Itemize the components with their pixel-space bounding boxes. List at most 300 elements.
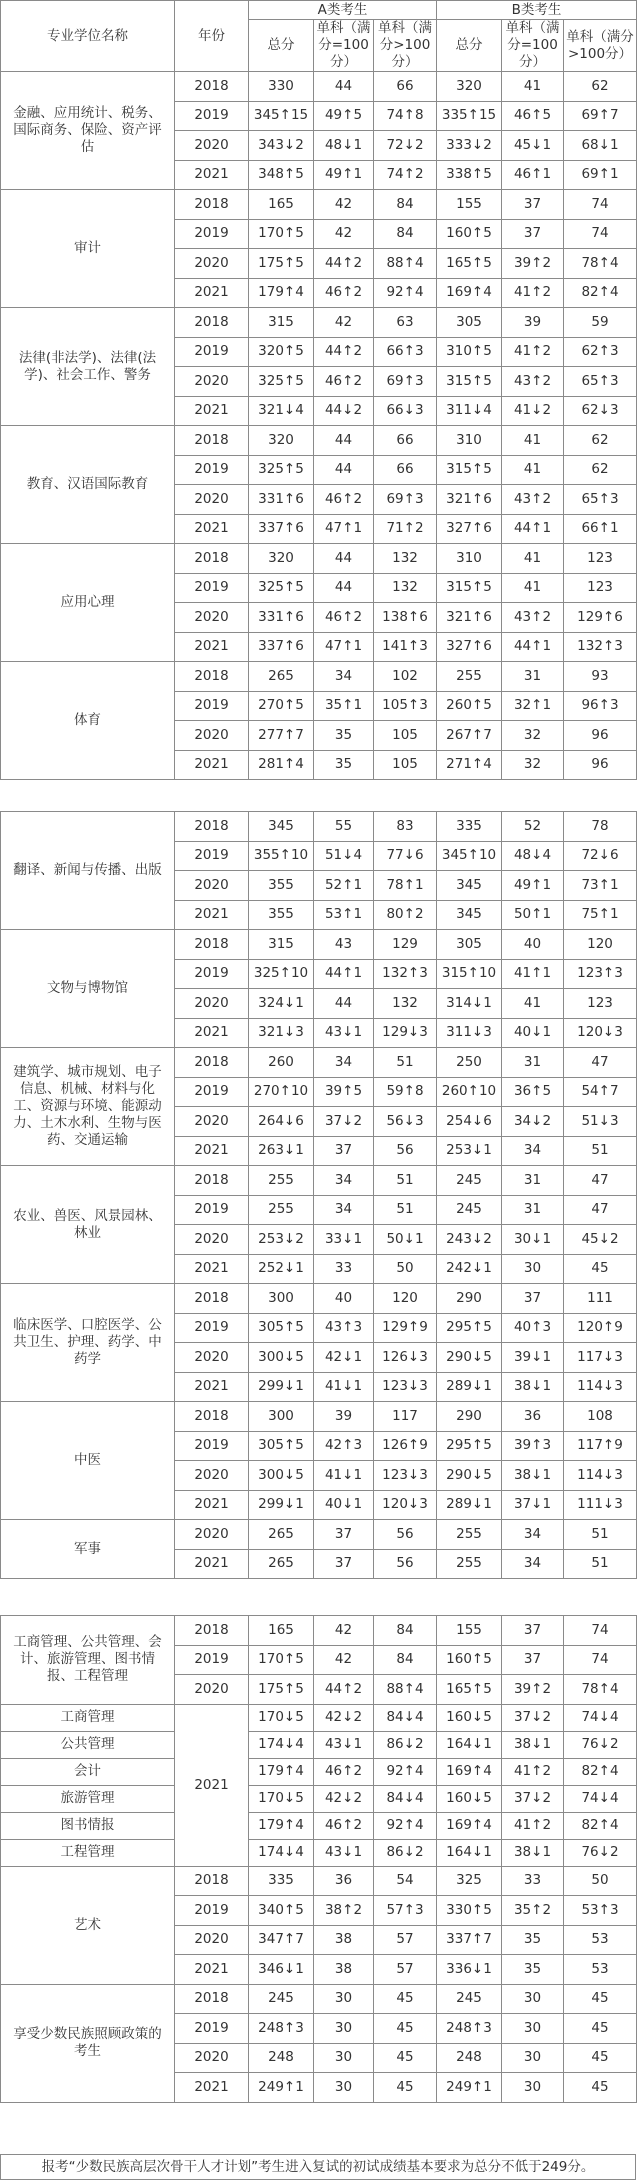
- a-single-100-cell: 35↑1: [314, 691, 374, 721]
- a-total-cell: 165: [249, 190, 314, 220]
- b-single-gt100-cell: 123: [564, 544, 637, 574]
- a-total-cell: 175↑5: [249, 249, 314, 279]
- a-single-gt100-cell: 74↑2: [374, 160, 437, 190]
- major-name-cell: 文物与博物馆: [1, 930, 175, 1048]
- table-row: [1, 1839, 637, 1866]
- year-cell: 2020: [175, 367, 249, 397]
- b-single-100-cell: 36↑5: [502, 1077, 564, 1107]
- a-single-100-cell: 47↑1: [314, 514, 374, 544]
- b-single-100-cell: 52: [502, 812, 564, 842]
- year-cell: 2019: [175, 1431, 249, 1461]
- b-single-gt100-cell: 108: [564, 1402, 637, 1432]
- b-total-cell: 315↑5: [437, 455, 502, 485]
- b-total-cell: 310↑5: [437, 337, 502, 367]
- b-single-100-cell: 32↑1: [502, 691, 564, 721]
- b-single-gt100-cell: 62↓3: [564, 396, 637, 426]
- b-total-cell: 289↓1: [437, 1490, 502, 1520]
- b-single-100-cell: 32: [502, 750, 564, 780]
- b-single-100-cell: 30: [502, 2014, 564, 2044]
- b-total-cell: 311↓4: [437, 396, 502, 426]
- b-single-gt100-cell: 69↑1: [564, 160, 637, 190]
- b-single-100-cell: 34: [502, 1136, 564, 1166]
- a-single-gt100-cell: 84: [374, 1616, 437, 1646]
- year-cell: 2018: [175, 812, 249, 842]
- a-total-cell: 248↑3: [249, 2014, 314, 2044]
- a-total-cell: 300: [249, 1402, 314, 1432]
- a-single-gt100-cell: 129: [374, 930, 437, 960]
- a-single-100-cell: 43: [314, 930, 374, 960]
- year-cell: 2018: [175, 72, 249, 102]
- a-single-gt100-cell: 66: [374, 426, 437, 456]
- b-single-gt100-cell: 114↓3: [564, 1372, 637, 1402]
- year-cell: 2020: [175, 1225, 249, 1255]
- a-single-gt100-cell: 105: [374, 750, 437, 780]
- year-cell: 2021: [175, 160, 249, 190]
- a-single-gt100-cell: 132: [374, 544, 437, 574]
- b-single-gt100-cell: 50: [564, 1866, 637, 1896]
- a-total-cell: 252↓1: [249, 1254, 314, 1284]
- a-single-100-cell: 42: [314, 219, 374, 249]
- major-name-cell: 审计: [1, 190, 175, 308]
- year-cell: 2018: [175, 1284, 249, 1314]
- a-single-gt100-cell: 57: [374, 1925, 437, 1955]
- a-single-100-cell: 44↑2: [314, 249, 374, 279]
- b-single-100-cell: 35↑2: [502, 1896, 564, 1926]
- a-total-cell: 337↑6: [249, 514, 314, 544]
- a-single-100-cell: 34: [314, 1166, 374, 1196]
- a-single-gt100-cell: 92↑4: [374, 1758, 437, 1785]
- a-total-cell: 343↓2: [249, 131, 314, 161]
- b-single-100-cell: 37: [502, 1616, 564, 1646]
- b-total-cell: 160↓5: [437, 1704, 502, 1731]
- b-single-100-cell: 43↑2: [502, 485, 564, 515]
- a-single-gt100-cell: 77↓6: [374, 841, 437, 871]
- b-single-gt100-cell: 51: [564, 1549, 637, 1579]
- a-single-gt100-cell: 120↓3: [374, 1490, 437, 1520]
- a-single-gt100-cell: 123↓3: [374, 1372, 437, 1402]
- year-cell: 2020: [175, 603, 249, 633]
- b-single-gt100-cell: 62↑3: [564, 337, 637, 367]
- a-single-gt100-cell: 126↑9: [374, 1431, 437, 1461]
- b-single-gt100-cell: 78: [564, 812, 637, 842]
- b-total-cell: 242↓1: [437, 1254, 502, 1284]
- b-single-100-cell: 44↑1: [502, 632, 564, 662]
- header-b-single-gt100: 单科（满分>100分）: [564, 20, 637, 72]
- year-cell: 2019: [175, 337, 249, 367]
- a-single-gt100-cell: 132↑3: [374, 959, 437, 989]
- table-row: [1, 72, 637, 102]
- b-total-cell: 165↑5: [437, 1675, 502, 1705]
- b-single-gt100-cell: 47: [564, 1048, 637, 1078]
- major-name-cell: 艺术: [1, 1866, 175, 1984]
- year-cell: 2021: [175, 1018, 249, 1048]
- b-total-cell: 290: [437, 1284, 502, 1314]
- sub-major-name-cell: 图书情报: [1, 1812, 175, 1839]
- a-single-100-cell: 33: [314, 1254, 374, 1284]
- header-b-total: 总分: [437, 20, 502, 72]
- b-single-100-cell: 41: [502, 544, 564, 574]
- b-total-cell: 321↑6: [437, 603, 502, 633]
- a-single-gt100-cell: 51: [374, 1048, 437, 1078]
- a-single-100-cell: 51↓4: [314, 841, 374, 871]
- b-total-cell: 311↓3: [437, 1018, 502, 1048]
- year-cell: 2019: [175, 1313, 249, 1343]
- header-a-single-gt100: 单科（满分>100分）: [374, 20, 437, 72]
- a-single-100-cell: 44: [314, 455, 374, 485]
- table-row: [1, 190, 637, 220]
- a-total-cell: 170↓5: [249, 1785, 314, 1812]
- b-total-cell: 305: [437, 308, 502, 338]
- a-single-gt100-cell: 66: [374, 455, 437, 485]
- year-cell: 2019: [175, 1896, 249, 1926]
- b-single-gt100-cell: 117↓3: [564, 1343, 637, 1373]
- b-single-gt100-cell: 69↑7: [564, 101, 637, 131]
- b-single-100-cell: 35: [502, 1955, 564, 1985]
- a-total-cell: 325↑10: [249, 959, 314, 989]
- year-cell: 2021: [175, 1955, 249, 1985]
- a-single-100-cell: 55: [314, 812, 374, 842]
- b-single-100-cell: 50↑1: [502, 900, 564, 930]
- a-total-cell: 270↑10: [249, 1077, 314, 1107]
- a-single-100-cell: 37: [314, 1549, 374, 1579]
- a-single-100-cell: 46↑2: [314, 485, 374, 515]
- header-b-single-100: 单科（满分=100分）: [502, 20, 564, 72]
- b-single-100-cell: 46↑1: [502, 160, 564, 190]
- b-single-gt100-cell: 82↑4: [564, 278, 637, 308]
- b-single-gt100-cell: 74↓4: [564, 1704, 637, 1731]
- a-single-gt100-cell: 84: [374, 219, 437, 249]
- b-single-100-cell: 43↑2: [502, 367, 564, 397]
- a-total-cell: 305↑5: [249, 1431, 314, 1461]
- a-total-cell: 305↑5: [249, 1313, 314, 1343]
- a-total-cell: 321↓4: [249, 396, 314, 426]
- b-single-100-cell: 38↓1: [502, 1461, 564, 1491]
- b-total-cell: 160↓5: [437, 1785, 502, 1812]
- b-single-gt100-cell: 75↑1: [564, 900, 637, 930]
- b-single-100-cell: 38↓1: [502, 1839, 564, 1866]
- b-single-gt100-cell: 123: [564, 989, 637, 1019]
- major-name-cell: 军事: [1, 1520, 175, 1579]
- a-total-cell: 325↑5: [249, 573, 314, 603]
- b-total-cell: 260↑10: [437, 1077, 502, 1107]
- a-total-cell: 255: [249, 1195, 314, 1225]
- table-row: [1, 1731, 637, 1758]
- year-cell: 2021: [175, 1136, 249, 1166]
- a-single-100-cell: 40↓1: [314, 1490, 374, 1520]
- b-single-100-cell: 32: [502, 721, 564, 751]
- table-row: [1, 1704, 637, 1731]
- b-total-cell: 290↓5: [437, 1461, 502, 1491]
- a-total-cell: 265: [249, 1549, 314, 1579]
- b-single-100-cell: 30↓1: [502, 1225, 564, 1255]
- b-single-gt100-cell: 54↑7: [564, 1077, 637, 1107]
- b-total-cell: 164↓1: [437, 1839, 502, 1866]
- a-single-100-cell: 43↑3: [314, 1313, 374, 1343]
- major-name-cell: 中医: [1, 1402, 175, 1520]
- b-single-gt100-cell: 45: [564, 2014, 637, 2044]
- b-single-100-cell: 30: [502, 2073, 564, 2103]
- b-single-100-cell: 38↓1: [502, 1372, 564, 1402]
- major-name-cell: 临床医学、口腔医学、公共卫生、护理、药学、中药学: [1, 1284, 175, 1402]
- b-single-gt100-cell: 53↑3: [564, 1896, 637, 1926]
- b-single-gt100-cell: 120↑9: [564, 1313, 637, 1343]
- year-cell: 2021: [175, 1372, 249, 1402]
- b-single-gt100-cell: 53: [564, 1925, 637, 1955]
- a-single-100-cell: 41↓1: [314, 1461, 374, 1491]
- a-single-100-cell: 47↑1: [314, 632, 374, 662]
- a-total-cell: 299↓1: [249, 1490, 314, 1520]
- year-cell: 2018: [175, 662, 249, 692]
- b-single-100-cell: 37↓2: [502, 1785, 564, 1812]
- a-single-100-cell: 44: [314, 426, 374, 456]
- b-total-cell: 271↑4: [437, 750, 502, 780]
- a-single-gt100-cell: 120: [374, 1284, 437, 1314]
- table-row: [1, 544, 637, 574]
- b-total-cell: 253↓1: [437, 1136, 502, 1166]
- table-row: [1, 308, 637, 338]
- year-cell: 2021: [175, 278, 249, 308]
- b-total-cell: 290: [437, 1402, 502, 1432]
- a-single-100-cell: 52↑1: [314, 871, 374, 901]
- b-single-100-cell: 37: [502, 1284, 564, 1314]
- a-single-gt100-cell: 50↓1: [374, 1225, 437, 1255]
- b-single-100-cell: 45↓1: [502, 131, 564, 161]
- year-cell: 2019: [175, 959, 249, 989]
- year-cell: 2018: [175, 544, 249, 574]
- a-single-100-cell: 38: [314, 1955, 374, 1985]
- a-single-gt100-cell: 74↑8: [374, 101, 437, 131]
- a-single-gt100-cell: 56: [374, 1520, 437, 1550]
- b-total-cell: 335: [437, 812, 502, 842]
- a-total-cell: 331↑6: [249, 485, 314, 515]
- a-total-cell: 324↓1: [249, 989, 314, 1019]
- b-total-cell: 245: [437, 1195, 502, 1225]
- b-single-100-cell: 41↑1: [502, 959, 564, 989]
- b-single-gt100-cell: 72↓6: [564, 841, 637, 871]
- a-single-gt100-cell: 86↓2: [374, 1731, 437, 1758]
- a-single-100-cell: 48↓1: [314, 131, 374, 161]
- a-single-100-cell: 44: [314, 573, 374, 603]
- a-single-100-cell: 46↑2: [314, 1812, 374, 1839]
- b-total-cell: 245: [437, 1984, 502, 2014]
- a-single-100-cell: 46↑2: [314, 1758, 374, 1785]
- a-total-cell: 170↑5: [249, 1645, 314, 1675]
- header-a-single-100: 单科（满分=100分）: [314, 20, 374, 72]
- b-single-gt100-cell: 45: [564, 2043, 637, 2073]
- year-cell: 2020: [175, 871, 249, 901]
- b-total-cell: 248↑3: [437, 2014, 502, 2044]
- b-total-cell: 345: [437, 871, 502, 901]
- b-single-gt100-cell: 74: [564, 190, 637, 220]
- table-row: [1, 1984, 637, 2014]
- year-cell: 2021: [175, 1254, 249, 1284]
- a-single-100-cell: 34: [314, 1048, 374, 1078]
- a-single-100-cell: 43↓1: [314, 1731, 374, 1758]
- a-single-gt100-cell: 132: [374, 989, 437, 1019]
- a-single-100-cell: 35: [314, 750, 374, 780]
- b-single-100-cell: 34↓2: [502, 1107, 564, 1137]
- b-total-cell: 250: [437, 1048, 502, 1078]
- b-single-gt100-cell: 51: [564, 1520, 637, 1550]
- a-single-100-cell: 35: [314, 721, 374, 751]
- b-single-100-cell: 37↓2: [502, 1704, 564, 1731]
- a-single-gt100-cell: 141↑3: [374, 632, 437, 662]
- b-total-cell: 315↑5: [437, 573, 502, 603]
- b-single-gt100-cell: 82↑4: [564, 1812, 637, 1839]
- a-single-100-cell: 30: [314, 1984, 374, 2014]
- b-total-cell: 254↓6: [437, 1107, 502, 1137]
- a-total-cell: 315: [249, 930, 314, 960]
- a-single-100-cell: 42↑3: [314, 1431, 374, 1461]
- b-single-gt100-cell: 78↑4: [564, 249, 637, 279]
- a-total-cell: 260: [249, 1048, 314, 1078]
- b-single-100-cell: 40↑3: [502, 1313, 564, 1343]
- b-single-gt100-cell: 114↓3: [564, 1461, 637, 1491]
- b-single-100-cell: 44↑1: [502, 514, 564, 544]
- b-single-100-cell: 41: [502, 989, 564, 1019]
- b-total-cell: 333↓2: [437, 131, 502, 161]
- major-name-cell: 农业、兽医、风景园林、林业: [1, 1166, 175, 1284]
- a-single-100-cell: 37: [314, 1136, 374, 1166]
- a-total-cell: 253↓2: [249, 1225, 314, 1255]
- table-row: [1, 812, 637, 842]
- a-single-100-cell: 40: [314, 1284, 374, 1314]
- year-cell: 2019: [175, 691, 249, 721]
- b-single-gt100-cell: 45↓2: [564, 1225, 637, 1255]
- score-table-part-3: [0, 1615, 637, 2103]
- a-single-gt100-cell: 45: [374, 2073, 437, 2103]
- a-single-gt100-cell: 84↓4: [374, 1785, 437, 1812]
- a-single-100-cell: 44↑1: [314, 959, 374, 989]
- b-single-gt100-cell: 93: [564, 662, 637, 692]
- b-single-gt100-cell: 74↓4: [564, 1785, 637, 1812]
- a-single-gt100-cell: 66: [374, 72, 437, 102]
- header-year: 年份: [175, 1, 249, 72]
- b-total-cell: 165↑5: [437, 249, 502, 279]
- b-single-gt100-cell: 47: [564, 1195, 637, 1225]
- year-cell: 2020: [175, 1107, 249, 1137]
- a-single-gt100-cell: 88↑4: [374, 1675, 437, 1705]
- score-table-part-1: [0, 0, 637, 780]
- b-single-100-cell: 48↓4: [502, 841, 564, 871]
- a-single-gt100-cell: 56: [374, 1549, 437, 1579]
- year-cell: 2018: [175, 308, 249, 338]
- year-cell: 2020: [175, 131, 249, 161]
- table-row: [1, 1048, 637, 1078]
- b-total-cell: 243↓2: [437, 1225, 502, 1255]
- a-single-100-cell: 42↓1: [314, 1343, 374, 1373]
- b-single-gt100-cell: 96: [564, 750, 637, 780]
- year-cell: 2020: [175, 1520, 249, 1550]
- a-total-cell: 179↑4: [249, 1812, 314, 1839]
- b-single-gt100-cell: 129↑6: [564, 603, 637, 633]
- b-total-cell: 320: [437, 72, 502, 102]
- a-single-100-cell: 42: [314, 190, 374, 220]
- b-single-gt100-cell: 65↑3: [564, 485, 637, 515]
- a-single-100-cell: 42: [314, 1645, 374, 1675]
- b-total-cell: 310: [437, 426, 502, 456]
- a-single-100-cell: 38↑2: [314, 1896, 374, 1926]
- b-total-cell: 155: [437, 1616, 502, 1646]
- a-single-100-cell: 37↓2: [314, 1107, 374, 1137]
- b-single-gt100-cell: 45: [564, 1254, 637, 1284]
- a-single-gt100-cell: 56↓3: [374, 1107, 437, 1137]
- year-cell: 2019: [175, 1645, 249, 1675]
- b-single-100-cell: 39↑2: [502, 1675, 564, 1705]
- table-row: [1, 1166, 637, 1196]
- b-single-100-cell: 41↑2: [502, 337, 564, 367]
- a-total-cell: 174↓4: [249, 1731, 314, 1758]
- table-row: [1, 1402, 637, 1432]
- b-single-100-cell: 41↑2: [502, 1758, 564, 1785]
- b-single-100-cell: 41: [502, 455, 564, 485]
- a-single-100-cell: 33↓1: [314, 1225, 374, 1255]
- b-single-100-cell: 31: [502, 1048, 564, 1078]
- sub-major-name-cell: 工商管理: [1, 1704, 175, 1731]
- a-single-100-cell: 36: [314, 1866, 374, 1896]
- table-row: [1, 1866, 637, 1896]
- b-single-gt100-cell: 66↑1: [564, 514, 637, 544]
- a-total-cell: 165: [249, 1616, 314, 1646]
- a-single-100-cell: 37: [314, 1520, 374, 1550]
- year-cell: 2020: [175, 249, 249, 279]
- b-single-gt100-cell: 76↓2: [564, 1731, 637, 1758]
- year-cell: 2018: [175, 1402, 249, 1432]
- a-total-cell: 320: [249, 426, 314, 456]
- b-total-cell: 169↑4: [437, 1758, 502, 1785]
- major-name-cell: 金融、应用统计、税务、国际商务、保险、资产评估: [1, 72, 175, 190]
- b-single-100-cell: 41↓2: [502, 396, 564, 426]
- year-cell: 2019: [175, 573, 249, 603]
- b-total-cell: 255: [437, 1549, 502, 1579]
- b-single-gt100-cell: 78↑4: [564, 1675, 637, 1705]
- a-single-gt100-cell: 72↓2: [374, 131, 437, 161]
- year-cell: 2021: [175, 632, 249, 662]
- a-single-100-cell: 39↑5: [314, 1077, 374, 1107]
- b-total-cell: 290↓5: [437, 1343, 502, 1373]
- a-total-cell: 340↑5: [249, 1896, 314, 1926]
- a-single-gt100-cell: 84↓4: [374, 1704, 437, 1731]
- b-total-cell: 160↑5: [437, 219, 502, 249]
- a-single-gt100-cell: 71↑2: [374, 514, 437, 544]
- b-single-gt100-cell: 111: [564, 1284, 637, 1314]
- a-single-gt100-cell: 78↑1: [374, 871, 437, 901]
- b-single-100-cell: 46↑5: [502, 101, 564, 131]
- a-total-cell: 355↑10: [249, 841, 314, 871]
- b-total-cell: 335↑15: [437, 101, 502, 131]
- b-single-gt100-cell: 74: [564, 1616, 637, 1646]
- section-gap: [0, 1607, 636, 1615]
- table-row: [1, 1785, 637, 1812]
- a-single-100-cell: 49↑5: [314, 101, 374, 131]
- b-total-cell: 260↑5: [437, 691, 502, 721]
- b-single-100-cell: 31: [502, 1195, 564, 1225]
- a-total-cell: 281↑4: [249, 750, 314, 780]
- b-single-100-cell: 30: [502, 2043, 564, 2073]
- a-total-cell: 179↑4: [249, 278, 314, 308]
- b-total-cell: 330↑5: [437, 1896, 502, 1926]
- a-total-cell: 170↑5: [249, 219, 314, 249]
- table-row: [1, 1812, 637, 1839]
- a-total-cell: 355: [249, 871, 314, 901]
- a-single-gt100-cell: 126↓3: [374, 1343, 437, 1373]
- a-single-gt100-cell: 92↑4: [374, 1812, 437, 1839]
- a-total-cell: 264↓6: [249, 1107, 314, 1137]
- a-single-100-cell: 41↓1: [314, 1372, 374, 1402]
- b-single-100-cell: 41: [502, 573, 564, 603]
- year-cell: 2020: [175, 1925, 249, 1955]
- a-total-cell: 335: [249, 1866, 314, 1896]
